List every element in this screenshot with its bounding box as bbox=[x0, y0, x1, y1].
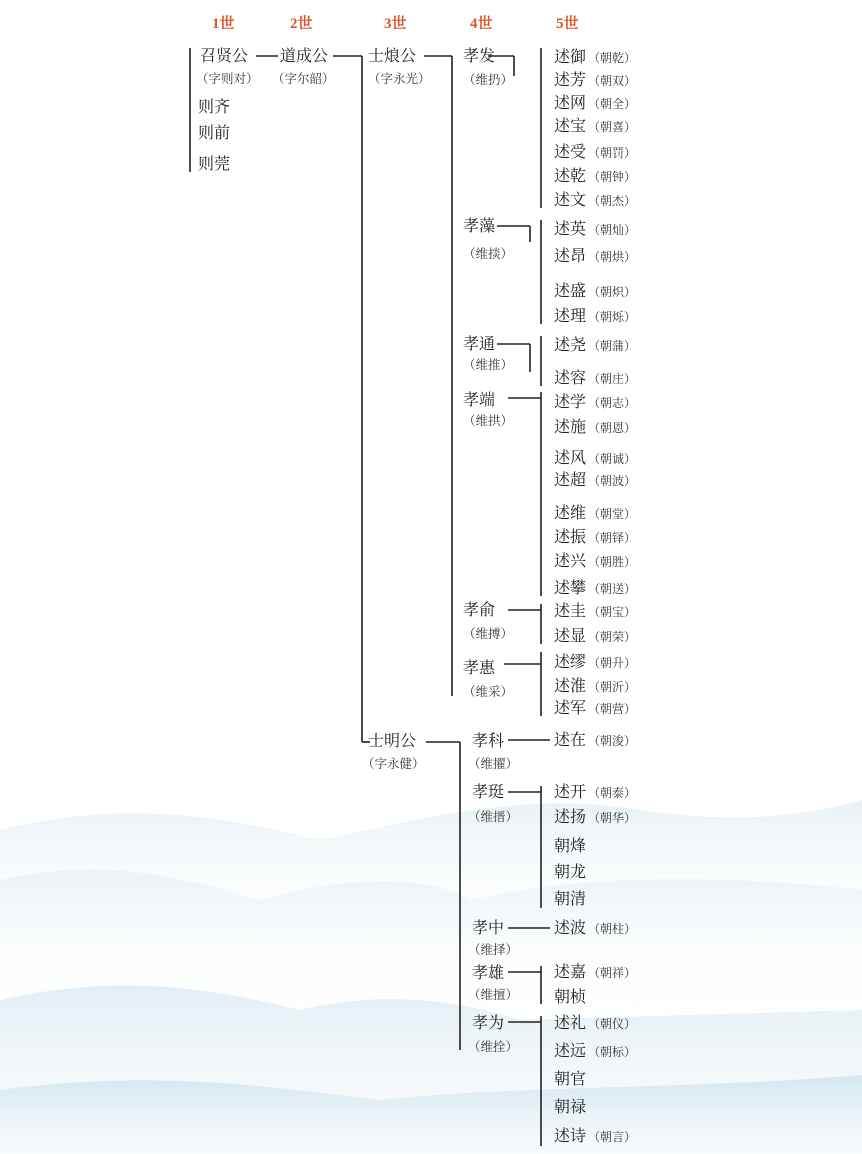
courtesy-name: （维择） bbox=[468, 942, 519, 957]
courtesy-name: （朝庄） bbox=[588, 372, 637, 386]
courtesy-name: （朝烁） bbox=[588, 310, 637, 324]
courtesy-name: （朝言） bbox=[588, 1130, 637, 1144]
courtesy-name: （朝泰） bbox=[588, 786, 637, 800]
courtesy-name: （朝营） bbox=[588, 702, 637, 716]
courtesy-name: （朝祥） bbox=[588, 966, 637, 980]
person-name: 则齐 bbox=[198, 97, 231, 116]
courtesy-name: （朝恩） bbox=[588, 421, 637, 435]
person-name: 述御 （朝乾） bbox=[554, 47, 637, 66]
person-name: 述超 （朝波） bbox=[554, 470, 637, 489]
courtesy-name: （维扔） bbox=[463, 72, 514, 87]
courtesy-name: （朝沂） bbox=[588, 680, 637, 694]
courtesy-name: （朝升） bbox=[588, 656, 637, 670]
courtesy-name: （字尔韶） bbox=[272, 71, 335, 86]
person-name: 述淮 （朝沂） bbox=[554, 676, 637, 695]
person-name: 孝端 bbox=[463, 390, 496, 409]
person-name: 孝通 bbox=[463, 334, 496, 353]
person-name: 孝俞 bbox=[463, 600, 496, 619]
person-name: 述扬 （朝华） bbox=[554, 807, 637, 826]
courtesy-name: （朝铎） bbox=[588, 531, 637, 545]
person-name: 述开 （朝泰） bbox=[554, 782, 637, 801]
person-name: 述英 （朝灿） bbox=[554, 219, 637, 238]
person-name: 孝科 bbox=[472, 731, 505, 750]
courtesy-name: （朝烘） bbox=[588, 250, 637, 264]
courtesy-name: （朝华） bbox=[588, 811, 637, 825]
person-name: 述显 （朝荣） bbox=[554, 626, 637, 645]
courtesy-name: （朝灿） bbox=[588, 223, 637, 237]
courtesy-name: （朝志） bbox=[588, 396, 637, 410]
person-name: 述盛 （朝炽） bbox=[554, 281, 637, 300]
person-name: 朝官 bbox=[554, 1069, 587, 1088]
person-name: 述礼 （朝仪） bbox=[554, 1013, 637, 1032]
person-name: 孝惠 bbox=[463, 658, 496, 677]
generation-header: 3世 bbox=[384, 16, 407, 32]
person-name: 述网 （朝全） bbox=[554, 93, 637, 112]
person-name: 述受 （朝罚） bbox=[554, 142, 637, 161]
person-name: 士烺公 bbox=[368, 46, 417, 65]
courtesy-name: （朝喜） bbox=[588, 120, 637, 134]
courtesy-name: （朝标） bbox=[588, 1045, 637, 1059]
person-name: 召贤公 bbox=[200, 46, 249, 65]
courtesy-name: （朝胜） bbox=[588, 555, 637, 569]
courtesy-name: （朝波） bbox=[588, 474, 637, 488]
courtesy-name: （朝罚） bbox=[588, 146, 637, 160]
generation-header: 2世 bbox=[290, 16, 313, 32]
person-name: 朝龙 bbox=[554, 862, 587, 881]
person-name: 述兴 （朝胜） bbox=[554, 551, 637, 570]
person-name: 述施 （朝恩） bbox=[554, 417, 637, 436]
courtesy-name: （维擅） bbox=[468, 987, 519, 1002]
courtesy-name: （朝乾） bbox=[588, 51, 637, 65]
courtesy-name: （维掞） bbox=[463, 246, 514, 261]
courtesy-name: （字永光） bbox=[368, 71, 431, 86]
courtesy-name: （朝诚） bbox=[588, 452, 637, 466]
person-name: 士明公 bbox=[368, 731, 417, 750]
courtesy-name: （朝柱） bbox=[588, 922, 637, 936]
courtesy-name: （维推） bbox=[463, 357, 514, 372]
person-name: 孝藻 bbox=[463, 216, 496, 235]
person-name: 朝桢 bbox=[554, 987, 587, 1006]
courtesy-name: （字则对） bbox=[196, 71, 259, 86]
person-name: 则莞 bbox=[198, 154, 231, 173]
courtesy-name: （朝蒲） bbox=[588, 339, 637, 353]
courtesy-name: （朝浚） bbox=[588, 734, 637, 748]
person-name: 述风 （朝诚） bbox=[554, 448, 637, 467]
courtesy-name: （朝堂） bbox=[588, 507, 637, 521]
person-name: 述尧 （朝蒲） bbox=[554, 335, 637, 354]
person-name: 述维 （朝堂） bbox=[554, 503, 637, 522]
courtesy-name: （字永健） bbox=[362, 756, 425, 771]
person-name: 述嘉 （朝祥） bbox=[554, 962, 637, 981]
person-name: 孝珽 bbox=[472, 782, 505, 801]
person-name: 则前 bbox=[198, 123, 231, 142]
person-name: 孝中 bbox=[472, 918, 505, 937]
person-name: 孝发 bbox=[463, 46, 496, 65]
courtesy-name: （朝全） bbox=[588, 97, 637, 111]
person-name: 孝为 bbox=[472, 1013, 505, 1032]
courtesy-name: （维搢） bbox=[468, 809, 519, 824]
courtesy-name: （朝双） bbox=[588, 74, 637, 88]
person-name: 述理 （朝烁） bbox=[554, 306, 637, 325]
person-name: 述军 （朝营） bbox=[554, 698, 637, 717]
person-name: 朝清 bbox=[554, 889, 587, 908]
courtesy-name: （维拴） bbox=[468, 1039, 519, 1054]
courtesy-name: （朝炽） bbox=[588, 285, 637, 299]
person-name: 述昂 （朝烘） bbox=[554, 246, 637, 265]
generation-header: 4世 bbox=[470, 16, 493, 32]
person-name: 述文 （朝杰） bbox=[554, 190, 637, 209]
person-name: 述振 （朝铎） bbox=[554, 527, 637, 546]
person-name: 述乾 （朝钟） bbox=[554, 166, 637, 185]
generation-header: 5世 bbox=[556, 16, 579, 32]
person-name: 朝烽 bbox=[554, 836, 587, 855]
person-name: 述圭 （朝宝） bbox=[554, 601, 637, 620]
courtesy-name: （朝荣） bbox=[588, 630, 637, 644]
person-name: 述容 （朝庄） bbox=[554, 368, 637, 387]
person-name: 述学 （朝志） bbox=[554, 392, 637, 411]
person-name: 述诗 （朝言） bbox=[554, 1126, 637, 1145]
person-name: 朝禄 bbox=[554, 1097, 587, 1116]
courtesy-name: （朝杰） bbox=[588, 194, 637, 208]
courtesy-name: （维搏） bbox=[463, 626, 514, 641]
person-name: 述缪 （朝升） bbox=[554, 652, 637, 671]
courtesy-name: （维擢） bbox=[468, 756, 519, 771]
courtesy-name: （维采） bbox=[463, 684, 514, 699]
person-name: 道成公 bbox=[280, 46, 329, 65]
generation-header: 1世 bbox=[212, 16, 235, 32]
person-name: 述波 （朝柱） bbox=[554, 918, 637, 937]
person-name: 述远 （朝标） bbox=[554, 1041, 637, 1060]
courtesy-name: （朝钟） bbox=[588, 170, 637, 184]
person-name: 述攀 （朝送） bbox=[554, 578, 637, 597]
person-name: 孝雄 bbox=[472, 963, 505, 982]
person-name: 述在 （朝浚） bbox=[554, 730, 637, 749]
person-name: 述宝 （朝喜） bbox=[554, 116, 637, 135]
courtesy-name: （朝送） bbox=[588, 582, 637, 596]
courtesy-name: （朝仪） bbox=[588, 1017, 637, 1031]
courtesy-name: （朝宝） bbox=[588, 605, 637, 619]
courtesy-name: （维拱） bbox=[463, 413, 514, 428]
person-name: 述芳 （朝双） bbox=[554, 70, 637, 89]
